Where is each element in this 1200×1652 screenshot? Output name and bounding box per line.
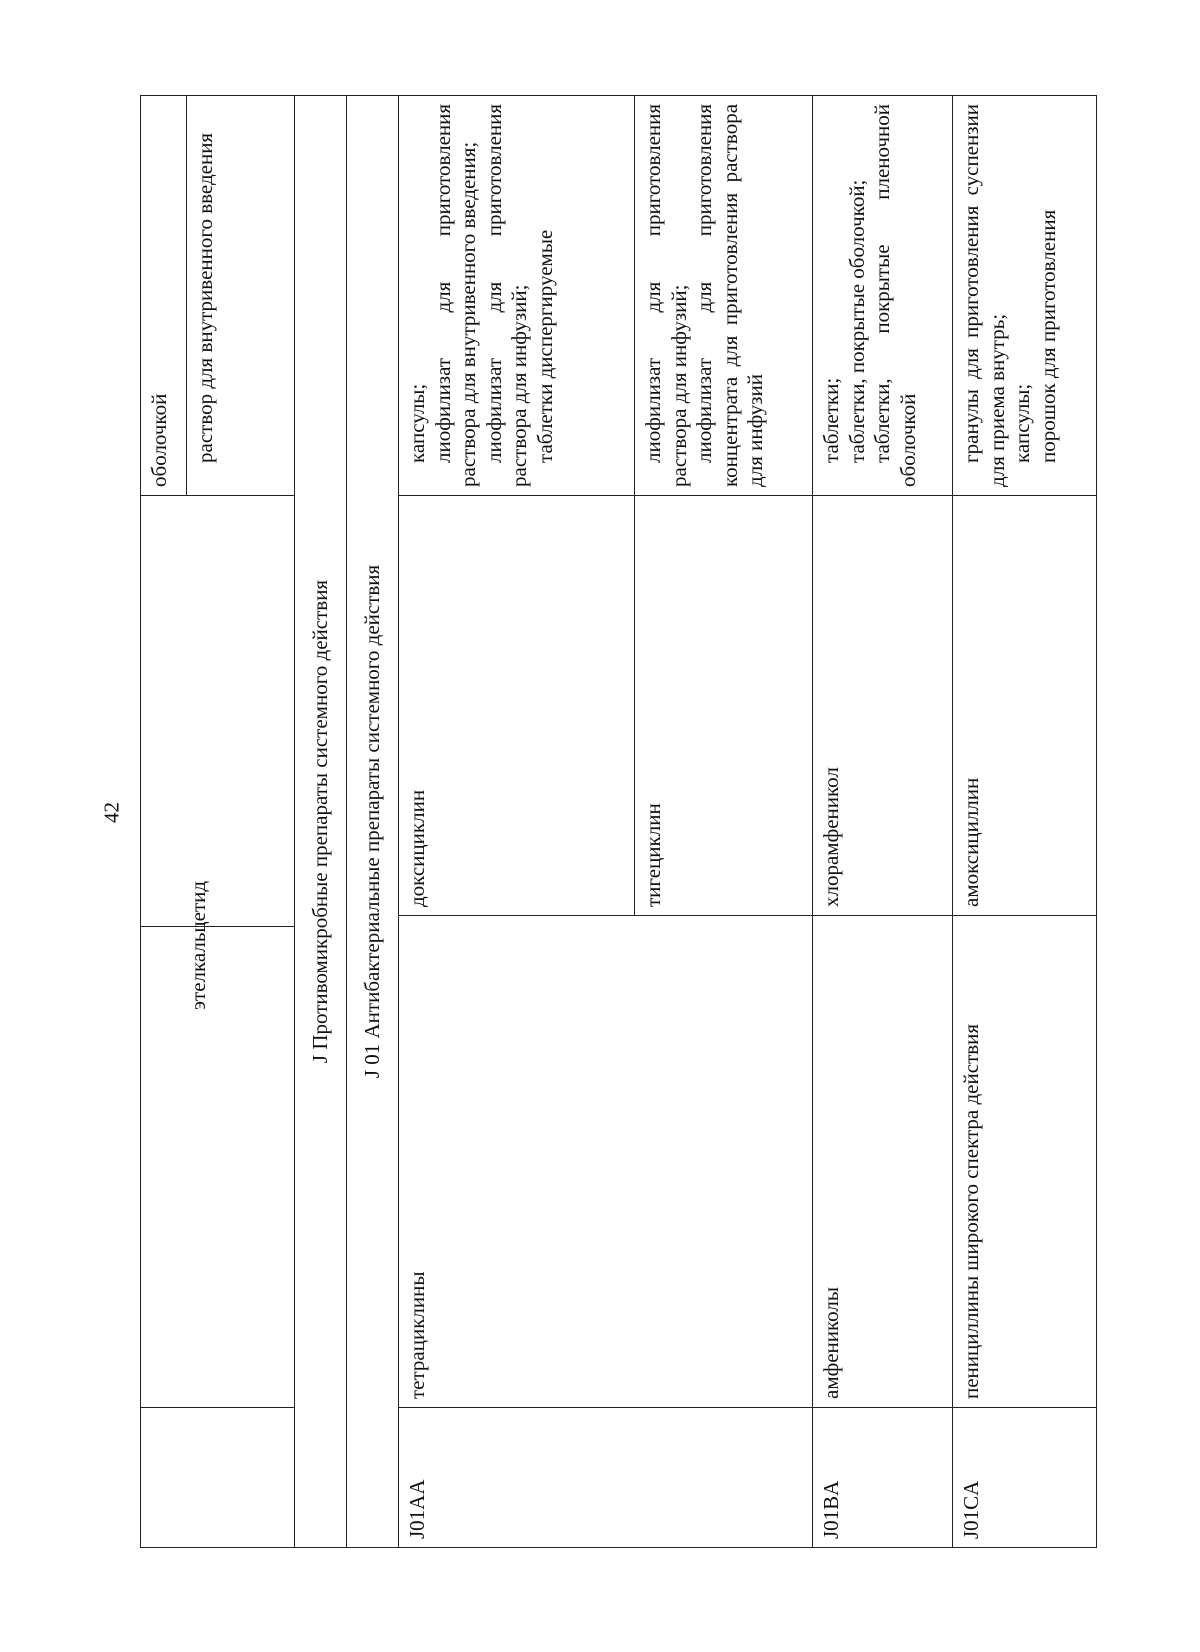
continuation-drug-label: этелкальцетид [186,880,210,1010]
drug-table [140,95,1097,1548]
atc-code-cell: J01AA [399,1408,813,1548]
forms-cell [813,95,953,495]
group-heading: J Противомикробные препараты системного действия [295,95,347,1547]
group-heading: J 01 Антибактериальные препараты системного действия [347,95,399,1547]
page-number: 42 [99,802,124,823]
group-cell: пенициллины широкого спектра действия [953,916,1097,1408]
drug-cell: амоксициллин [953,495,1097,915]
form-line: таблетки диспергируемые [533,229,558,463]
form-line: раствор для внутривенного введения [193,132,217,463]
forms-cell [953,95,1097,495]
atc-code-cell: J01CA [953,1408,1097,1548]
drug-cell: тигециклин [635,495,813,915]
group-heading-row [347,95,399,1547]
form-line: капсулы; [1010,383,1035,463]
forms-cell [635,95,813,495]
group-cell: амфениколы [813,916,953,1408]
continuation-row-top [141,95,187,1547]
form-cell [187,95,295,495]
table-row [953,95,1097,1547]
drug-cell: хлорамфеникол [813,495,953,915]
table-row [399,95,635,1547]
table-row [813,95,953,1547]
rotated-table-wrapper [140,96,1096,1548]
forms-cell [399,95,635,495]
form-line: лиофилизат для приготовления раствора для инфузий; [481,103,532,487]
group-cell: тетрациклины [399,916,813,1408]
form-line: гранулы для приготовления суспензии для приема внутрь; [959,103,1009,487]
drug-cell: доксициклин [399,495,635,915]
atc-code-cell: J01BA [813,1408,953,1548]
form-line: порошок для приготовления [1035,209,1060,463]
form-line: таблетки; [819,377,843,463]
form-line: таблетки, покрытые оболочкой; [844,179,869,463]
form-line: лиофилизат для приготовления раствора для инфузий; [641,103,691,487]
group-heading-row [295,95,347,1547]
form-line: лиофилизат для приготовления раствора для внутривенного введения; [430,103,481,487]
form-line: лиофилизат для приготовления концентрата для приготовления раствора для инфузий [692,103,768,487]
form-line: капсулы; [405,383,429,463]
form-line: таблетки, покрытые пленочной оболочкой [870,103,920,487]
code-cell-empty [141,1408,295,1548]
form-cell: оболочкой [141,95,187,495]
empty-span-cell [141,495,295,1407]
